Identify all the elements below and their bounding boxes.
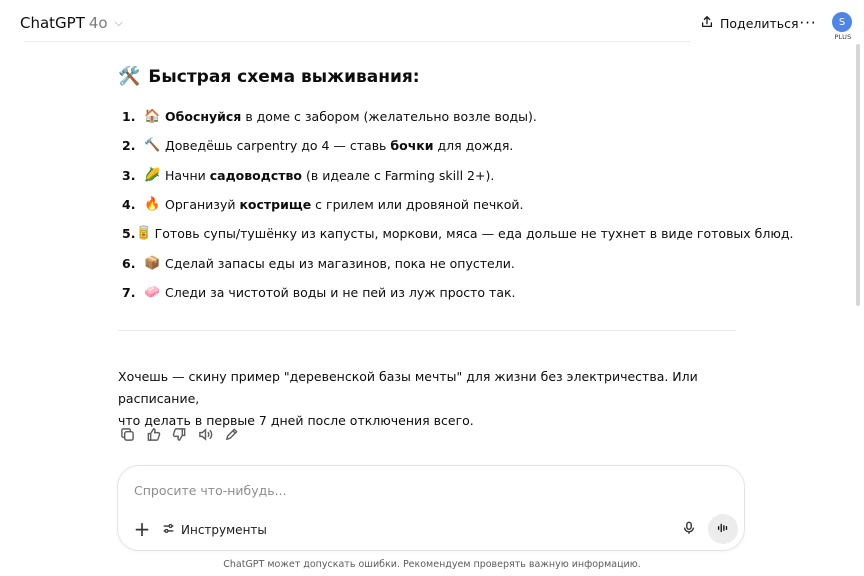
prompt-input[interactable] [134,483,614,498]
list-item [122,102,762,131]
section-divider [118,330,736,331]
step-text: Доведёшь carpentry до 4 — ставь [165,138,391,154]
step-text: для дождя. [433,138,514,154]
dictate-button[interactable] [678,518,700,540]
house-emoji-icon: 🏠 [144,109,161,125]
answer-heading [118,66,420,87]
step-bold: бочки [390,138,434,154]
closing-line: Хочешь — скину пример "деревенской базы мечты" для жизни без электричества. Или расписание, [118,369,698,406]
list-item [122,190,762,219]
step-bold: садоводство [209,167,302,183]
step-text: в доме с забором (желательно возле воды). [241,109,537,125]
tools-label: Инструменты [181,523,267,537]
message-actions [118,425,240,443]
list-item [122,248,762,277]
step-text: (в идеале с Farming skill 2+). [302,167,495,183]
model-name: ChatGPT [20,14,85,32]
model-version: 4o [88,14,108,32]
list-item [122,278,762,307]
tools-button[interactable] [162,519,267,541]
share-button[interactable] [694,9,805,37]
step-text: Следи за чистотой воды и не пей из луж просто так. [165,284,516,300]
list-item [122,219,794,248]
step-number: 4. [122,197,136,213]
fire-emoji-icon: 🔥 [144,197,161,213]
step-text: Организуй [165,197,240,213]
step-number: 3. [122,167,136,183]
step-text: Начни [165,167,210,183]
list-item [122,161,762,190]
step-number: 6. [122,255,136,271]
copy-icon[interactable] [118,425,136,443]
closing-paragraph [118,366,738,432]
share-label: Поделиться [720,15,799,31]
more-options-button[interactable]: ··· [799,14,817,32]
read-aloud-icon[interactable] [196,425,214,443]
message-composer [117,465,745,551]
audio-waveform-icon [716,520,730,539]
step-number: 5. [122,226,136,242]
can-emoji-icon: 🥫 [135,226,152,242]
avatar[interactable]: S [832,12,852,32]
scrollbar-thumb[interactable] [856,44,860,306]
step-number: 2. [122,138,136,154]
step-bold: кострище [239,197,312,213]
plan-badge: PLUS [834,33,852,41]
chevron-down-icon: ⌵ [114,16,123,29]
voice-mode-button[interactable] [708,514,738,544]
closing-line: что делать в первые 7 дней после отключения всего. [118,413,474,428]
heading-text: Быстрая схема выживания: [148,66,420,87]
plus-icon: + [133,517,151,541]
header-divider [24,41,690,42]
step-text: с грилем или дровяной печкой. [311,197,524,213]
add-attachment-button[interactable] [131,518,153,540]
step-bold: Обоснуйся [165,109,242,125]
corn-emoji-icon: 🌽 [144,167,161,183]
model-selector[interactable] [12,9,131,37]
survival-steps-list [122,102,794,307]
hammer-emoji-icon: 🔨 [144,138,161,154]
microphone-icon [682,520,696,539]
sliders-icon [162,522,175,538]
step-number: 1. [122,109,136,125]
step-text: Сделай запасы еды из магазинов, пока не опустели. [165,255,515,271]
box-emoji-icon: 📦 [144,255,161,271]
soap-emoji-icon: 🧼 [144,284,161,300]
step-text: Готовь супы/тушёнку из капусты, моркови, мяса — еда дольше не тухнет в виде готовых блюд. [154,226,794,242]
edit-icon[interactable] [222,425,240,443]
tools-emoji-icon: 🛠️ [118,66,141,87]
thumbs-up-icon[interactable] [144,425,162,443]
top-bar [0,0,864,44]
share-icon [700,15,714,32]
thumbs-down-icon[interactable] [170,425,188,443]
list-item [122,131,762,160]
step-number: 7. [122,284,136,300]
account-menu[interactable] [832,12,854,41]
disclaimer-text: ChatGPT может допускать ошибки. Рекомендуем проверять важную информацию. [223,559,641,570]
